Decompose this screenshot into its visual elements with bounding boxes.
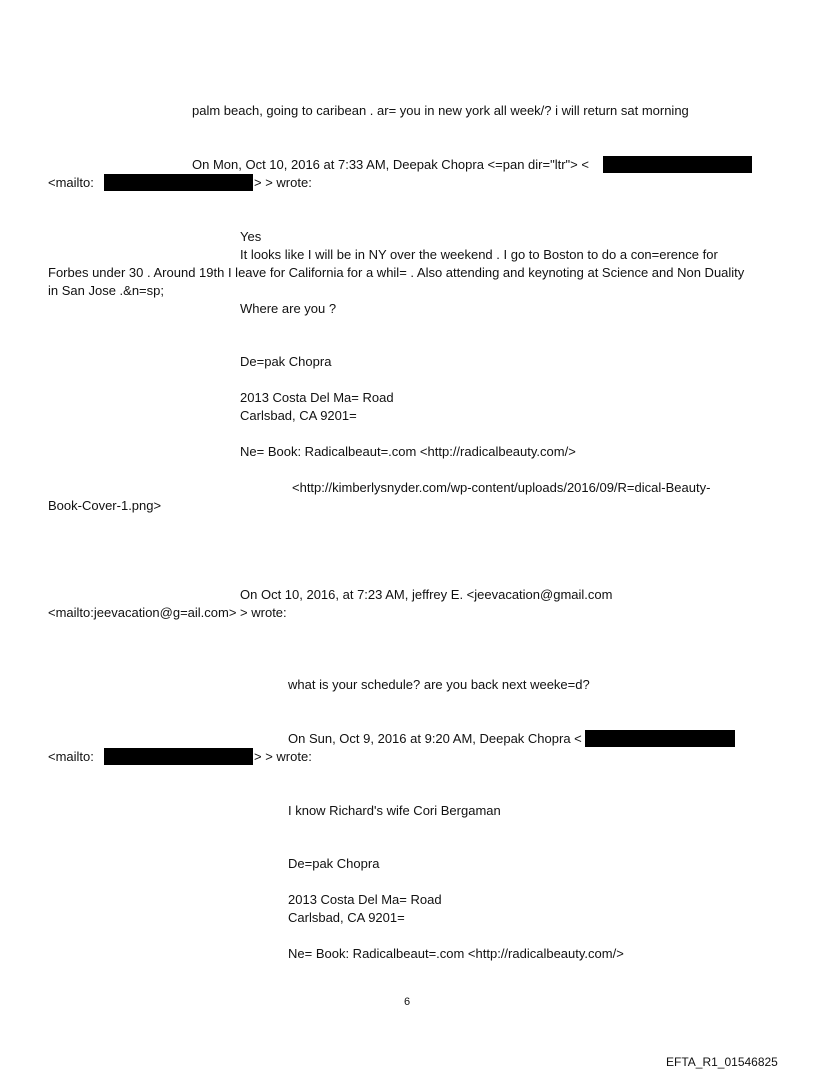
top-reply-text: palm beach, going to caribean . ar= you in new york all week/? i will return sat morning xyxy=(192,103,689,118)
signature1-book: Ne= Book: Radicalbeaut=.com <http://radicalbeauty.com/> xyxy=(240,444,576,459)
header2-line1: On Oct 10, 2016, at 7:23 AM, jeffrey E. <jeevacation@gmail.com xyxy=(240,587,613,602)
header3-mailto-suffix: > > wrote: xyxy=(254,749,312,764)
signature2-address2: Carlsbad, CA 9201= xyxy=(288,910,405,925)
reply1-question: Where are you ? xyxy=(240,301,337,316)
redaction-block xyxy=(104,174,253,191)
header1-mailto-suffix: > > wrote: xyxy=(254,175,312,190)
signature2-address1: 2013 Costa Del Ma= Road xyxy=(288,892,442,907)
header1-mailto-prefix: <mailto: xyxy=(48,175,94,190)
header3-line1: On Sun, Oct 9, 2016 at 9:20 AM, Deepak Chopra < xyxy=(288,731,582,746)
redaction-block xyxy=(603,156,752,173)
image-url-line2: Book-Cover-1.png> xyxy=(48,498,162,513)
signature2-name: De=pak Chopra xyxy=(288,856,380,871)
header1-line1: On Mon, Oct 10, 2016 at 7:33 AM, Deepak Chopra <=pan dir="ltr"> < xyxy=(192,157,589,172)
header2-line2: <mailto:jeevacation@g=ail.com> > wrote: xyxy=(48,605,287,620)
reply2-body: what is your schedule? are you back next weeke=d? xyxy=(288,677,590,692)
redaction-block xyxy=(585,730,735,747)
image-url-line1: <http://kimberlysnyder.com/wp-content/uploads/2016/09/R=dical-Beauty- xyxy=(292,480,711,495)
reply1-yes: Yes xyxy=(240,229,262,244)
bates-number: EFTA_R1_01546825 xyxy=(666,1055,778,1069)
signature1-address1: 2013 Costa Del Ma= Road xyxy=(240,390,394,405)
page-number: 6 xyxy=(404,996,411,1008)
reply3-body: I know Richard's wife Cori Bergaman xyxy=(288,803,501,818)
header3-mailto-prefix: <mailto: xyxy=(48,749,94,764)
reply1-body-line2: Forbes under 30 . Around 19th I leave for California for a whil= . Also attending and keynoting at Science and Non Duality xyxy=(48,265,745,280)
signature1-address2: Carlsbad, CA 9201= xyxy=(240,408,357,423)
signature1-name: De=pak Chopra xyxy=(240,354,332,369)
signature2-book: Ne= Book: Radicalbeaut=.com <http://radicalbeauty.com/> xyxy=(288,946,624,961)
redaction-block xyxy=(104,748,253,765)
reply1-body-line3: in San Jose .&n=sp; xyxy=(48,283,164,298)
reply1-body-line1: It looks like I will be in NY over the weekend . I go to Boston to do a con=erence for xyxy=(240,247,718,262)
